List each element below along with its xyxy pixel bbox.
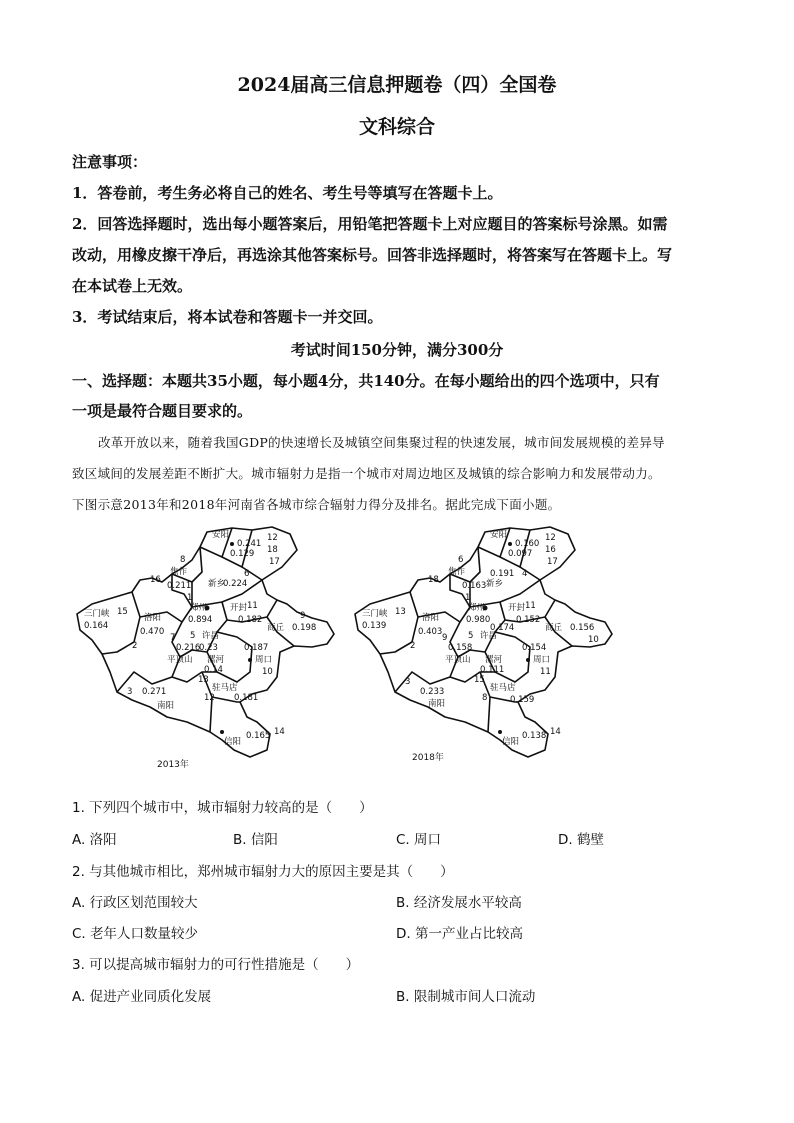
passage-line-2: 致区域间的发展差距不断扩大。城市辐射力是指一个城市对周边地区及城镇的综合影响力和发展带动力。 <box>72 466 661 481</box>
map-label-zhoukou: 周口 <box>533 655 551 665</box>
question-3: 3. 可以提高城市辐射力的可行性措施是（ ） <box>72 957 360 973</box>
map-label-xinxiang: 新乡 <box>486 579 504 589</box>
map-label-xuchang: 许昌 <box>480 631 498 641</box>
map-label-r-nanyang: 3 <box>127 687 133 697</box>
map-label-r-xinxiang: 6 <box>244 569 250 579</box>
map-label-r-shangqiu: 9 <box>300 611 306 621</box>
map-label-v-hebi: 0.129 <box>230 549 255 559</box>
map-label-zhoukou: 周口 <box>255 655 273 665</box>
map-2018 <box>350 522 625 772</box>
map-label-shangqiu: 商丘 <box>545 623 563 633</box>
map-label-v-xuchang: 0.23 <box>199 643 218 653</box>
map-label-jiaozuo: 焦作 <box>448 567 466 577</box>
map-label-r-nanyang: 3 <box>405 677 411 687</box>
map-label-v-hebi: 0.097 <box>508 549 533 559</box>
map-label-luoyang: 洛阳 <box>422 613 440 623</box>
map-label-r-xuchang: 5 <box>190 631 196 641</box>
map-label-r-sanmenxia: 15 <box>117 607 128 617</box>
map-label-v-zhoukou: 0.187 <box>244 643 269 653</box>
map-label-r-puyang: 17 <box>269 557 280 567</box>
map-label-sanmenxia: 三门峡 <box>362 609 388 619</box>
notice-item-2-line-2: 改动，用橡皮擦干净后，再选涂其他答案标号。回答非选择题时，将答案写在答题卡上。写 <box>72 246 673 264</box>
map-label-r-hebi: 18 <box>267 545 278 555</box>
map-label-zhengzhou: 郑州 <box>190 603 208 613</box>
passage-line-3: 下图示意2013年和2018年河南省各城市综合辐射力得分及排名。据此完成下面小题。 <box>72 497 561 512</box>
notice-item-3: 3．考试结束后，将本试卷和答题卡一并交回。 <box>72 308 383 326</box>
map-label-v-xinxiang: 0.191 <box>490 569 515 579</box>
map-label-v-sanmenxia: 0.139 <box>362 621 387 631</box>
map-label-xinyang: 信阳 <box>224 737 242 747</box>
map-label-r-kaifeng: 11 <box>247 601 258 611</box>
map-label-r-xuchang: 5 <box>468 631 474 641</box>
map-label-v-xinyang: 0.165 <box>246 731 271 741</box>
section-heading-line-1: 一、选择题：本题共35小题，每小题4分，共140分。在每小题给出的四个选项中，只有 <box>72 372 660 390</box>
map-label-v-nanyang: 0.271 <box>142 687 167 697</box>
map-label-v-pingdingshan: 0.158 <box>448 643 473 653</box>
map-label-v-shangqiu: 0.156 <box>570 623 595 633</box>
notice-item-2-line-3: 在本试卷上无效。 <box>72 277 193 295</box>
map-label-v-nanyang: 0.233 <box>420 687 445 697</box>
map-label-v-kaifeng: 0.152 <box>516 615 541 625</box>
map-label-r-shangqiu: 10 <box>588 635 599 645</box>
map-label-r-hebi: 16 <box>545 545 556 555</box>
map-label-luohe: 漯河 <box>485 655 503 665</box>
question-1: 1. 下列四个城市中，城市辐射力较高的是（ ） <box>72 800 373 816</box>
map-label-r-zhumadian: 8 <box>482 693 488 703</box>
map-label-v-anyang: 0.160 <box>515 539 540 549</box>
map-label-nanyang: 南阳 <box>157 701 175 711</box>
map-label-pingdingshan: 平顶山 <box>167 655 193 665</box>
map-label-kaifeng: 开封 <box>230 603 248 613</box>
section-heading-line-2: 一项是最符合题目要求的。 <box>72 402 253 420</box>
exam-subtitle: 文科综合 <box>358 116 435 138</box>
map-label-r-luohe: 15 <box>474 675 485 685</box>
map-2013 <box>72 522 347 772</box>
map-label-v-xuchang: 0.174 <box>490 623 515 633</box>
q1-option-b[interactable]: B. 信阳 <box>233 832 278 848</box>
map-label-r-jiyuan: 18 <box>428 575 439 585</box>
notice-heading: 注意事项： <box>72 153 148 171</box>
map-label-xuchang: 许昌 <box>202 631 220 641</box>
passage-line-1: 改革开放以来，随着我国GDP的快速增长及城镇空间集聚过程的快速发展，城市间发展规模的差异导 <box>98 435 665 450</box>
q2-option-c[interactable]: C. 老年人口数量较少 <box>72 926 199 942</box>
map-label-zhumadian: 驻马店 <box>212 683 238 693</box>
map-label-r-zhengzhou: 1 <box>465 593 471 603</box>
question-2: 2. 与其他城市相比，郑州城市辐射力大的原因主要是其（ ） <box>72 864 454 880</box>
map-label-v-zhengzhou: 0.894 <box>188 615 213 625</box>
map-label-r-pingdingshan: 7 <box>170 633 176 643</box>
map-label-r-zhumadian: 12 <box>204 693 215 703</box>
map-label-v-anyang: 0.241 <box>237 539 262 549</box>
map-label-v-zhumadian: 0.159 <box>510 695 535 705</box>
q1-option-a[interactable]: A. 洛阳 <box>72 832 117 848</box>
map-label-v-jiaozuo: 0.211 <box>167 581 192 591</box>
map-label-v-luoyang: 0.403 <box>418 627 443 637</box>
q2-option-a[interactable]: A. 行政区划范围较大 <box>72 895 198 911</box>
map-label-v-kaifeng: 0.182 <box>238 615 263 625</box>
map-label-r-jiaozuo: 6 <box>458 555 464 565</box>
map-label-r-pingdingshan: 9 <box>442 633 448 643</box>
map-label-kaifeng: 开封 <box>508 603 526 613</box>
map-label-v-sanmenxia: 0.164 <box>84 621 109 631</box>
map-label-r-jiyuan: 16 <box>150 575 161 585</box>
map-label-r-anyang: 12 <box>267 533 278 543</box>
map-label-r-zhengzhou: 1 <box>187 593 193 603</box>
map-label-r-xinyang: 14 <box>274 727 285 737</box>
map-label-r-luoyang: 2 <box>410 641 416 651</box>
map-label-v-luohe: 0.14 <box>204 665 223 675</box>
map-label-r-anyang: 12 <box>545 533 556 543</box>
map-label-r-xinyang: 14 <box>550 727 561 737</box>
q1-option-c[interactable]: C. 周口 <box>396 832 442 848</box>
map-label-r-puyang: 17 <box>547 557 558 567</box>
map-label-luoyang: 洛阳 <box>144 613 162 623</box>
map-label-jiaozuo: 焦作 <box>170 567 188 577</box>
map-label-shangqiu: 商丘 <box>267 623 285 633</box>
map-label-v-zhoukou: 0.154 <box>522 643 547 653</box>
q1-option-d[interactable]: D. 鹤壁 <box>558 832 604 848</box>
map-label-v-pingdingshan: 0.216 <box>176 643 201 653</box>
map-label-year: 2018年 <box>412 753 444 763</box>
map-label-v-zhumadian: 0.181 <box>234 693 259 703</box>
map-label-v-xinxiang: 0.224 <box>223 579 248 589</box>
notice-item-1: 1．答卷前，考生务必将自己的姓名、考生号等填写在答题卡上。 <box>72 184 503 202</box>
map-label-r-luoyang: 2 <box>132 641 138 651</box>
map-label-v-jiaozuo: 0.163 <box>462 581 487 591</box>
map-label-luohe: 漯河 <box>207 655 225 665</box>
map-label-r-zhoukou: 10 <box>262 667 273 677</box>
map-label-v-shangqiu: 0.198 <box>292 623 317 633</box>
map-label-zhumadian: 驻马店 <box>490 683 516 693</box>
q2-option-d[interactable]: D. 第一产业占比较高 <box>396 926 523 942</box>
map-label-anyang: 安阳 <box>212 530 230 540</box>
notice-item-2-line-1: 2．回答选择题时，选出每小题答案后，用铅笔把答题卡上对应题目的答案标号涂黑。如需 <box>72 215 668 233</box>
map-label-r-luohe: 13 <box>198 675 209 685</box>
q3-option-b[interactable]: B. 限制城市间人口流动 <box>396 989 536 1005</box>
map-label-zhengzhou: 郑州 <box>468 603 486 613</box>
map-label-r-kaifeng: 11 <box>525 601 536 611</box>
map-label-anyang: 安阳 <box>490 530 508 540</box>
map-label-sanmenxia: 三门峡 <box>84 609 110 619</box>
map-label-v-luohe: 0.111 <box>480 665 505 675</box>
map-label-r-jiaozuo: 8 <box>180 555 186 565</box>
map-label-v-xinyang: 0.138 <box>522 731 547 741</box>
q2-option-b[interactable]: B. 经济发展水平较高 <box>396 895 522 911</box>
map-label-r-xinxiang: 4 <box>522 569 528 579</box>
map-label-r-sanmenxia: 13 <box>395 607 406 617</box>
exam-time: 考试时间150分钟，满分300分 <box>290 341 504 359</box>
map-label-v-zhengzhou: 0.980 <box>466 615 491 625</box>
map-label-xinxiang: 新乡 <box>208 579 226 589</box>
map-label-year: 2013年 <box>157 760 189 770</box>
map-label-v-luoyang: 0.470 <box>140 627 165 637</box>
map-label-r-zhoukou: 11 <box>540 667 551 677</box>
q3-option-a[interactable]: A. 促进产业同质化发展 <box>72 989 212 1005</box>
map-label-nanyang: 南阳 <box>428 699 446 709</box>
map-label-xinyang: 信阳 <box>502 737 520 747</box>
exam-title: 2024届高三信息押题卷（四）全国卷 <box>237 74 557 96</box>
map-label-pingdingshan: 平顶山 <box>445 655 471 665</box>
